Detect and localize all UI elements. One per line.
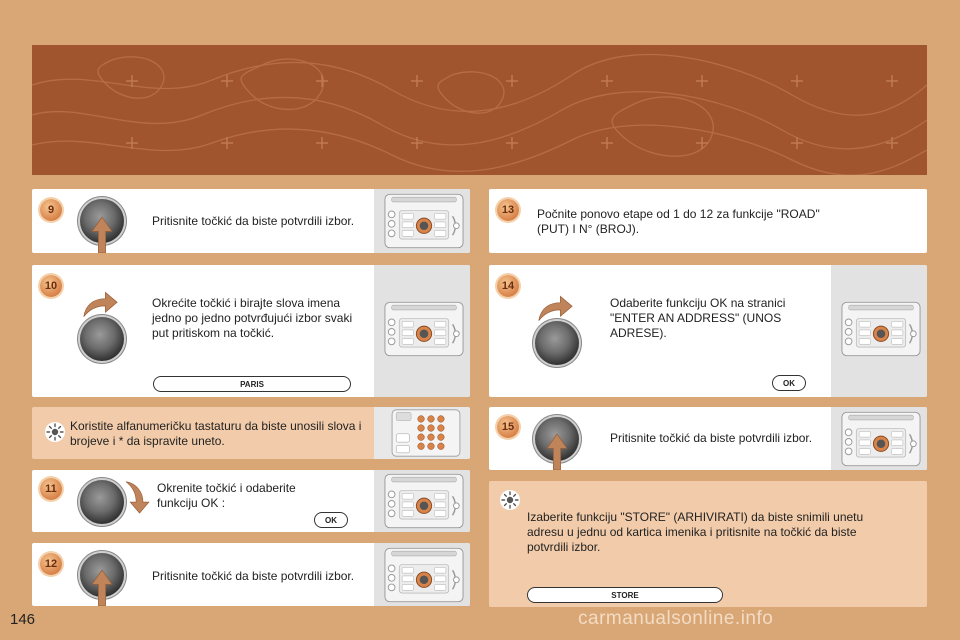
rotary-knob-icon <box>535 321 579 365</box>
step-text: Odaberite funkciju OK na stranici "ENTER AN ADDRESS" (UNOS ADRESE). <box>610 296 786 340</box>
tip-store-card <box>489 481 927 607</box>
radio-unit-icon <box>384 193 464 249</box>
radio-unit-icon <box>384 473 464 529</box>
press-arrow-icon <box>91 570 113 606</box>
step-badge: 10 <box>40 275 62 297</box>
step-badge: 9 <box>40 199 62 221</box>
step-badge: 12 <box>40 553 62 575</box>
step-badge: 11 <box>40 478 62 500</box>
radio-unit-icon <box>384 547 464 603</box>
step-text: Okrećite točkić i birajte slova imena jedno po jedno potvrđujući izbor svaki put pritiskom na točkić. <box>152 296 353 340</box>
tip-text: Koristite alfanumeričku tastaturu da biste unosili slova i brojeve i * da ispravite uneto. <box>70 419 362 448</box>
step-badge: 15 <box>497 416 519 438</box>
step-15-card <box>489 407 927 470</box>
rotary-knob-icon <box>80 480 124 524</box>
tip-lightbulb-icon <box>499 489 521 511</box>
tip-lightbulb-icon <box>44 421 66 443</box>
rotate-arrow-icon <box>537 295 573 323</box>
keypad-icon <box>388 409 464 457</box>
page-number: 146 <box>10 611 36 628</box>
topographic-pattern-icon <box>32 45 927 175</box>
radio-unit-icon <box>841 411 921 467</box>
step-text: Pritisnite točkić da biste potvrdili izbor. <box>610 431 813 445</box>
rotary-knob-icon <box>80 317 124 361</box>
display-pill-ok: OK <box>772 375 806 391</box>
press-arrow-icon <box>546 434 568 470</box>
step-badge: 13 <box>497 199 519 221</box>
display-pill-store: STORE <box>527 587 723 603</box>
topographic-banner <box>32 45 927 175</box>
step-text: Počnite ponovo etape od 1 do 12 za funkcije "ROAD" (PUT) I N° (BROJ). <box>537 207 820 236</box>
tip-keypad-card <box>32 407 470 459</box>
step-9-card <box>32 189 470 253</box>
step-14-card <box>489 265 927 397</box>
step-10-card <box>32 265 470 397</box>
step-12-card <box>32 543 470 606</box>
step-text: Okrenite točkić i odaberite funkciju OK : <box>157 481 296 510</box>
watermark: carmanualsonline.info <box>578 608 774 629</box>
rotate-arrow-icon <box>82 291 118 319</box>
press-arrow-icon <box>91 217 113 253</box>
step-13-card <box>489 189 927 253</box>
display-pill-paris: PARIS <box>153 376 351 392</box>
radio-unit-icon <box>384 301 464 357</box>
step-text: Pritisnite točkić da biste potvrdili izbor. <box>152 569 355 583</box>
rotate-arrow-icon <box>124 480 150 514</box>
tip-text: Izaberite funkciju "STORE" (ARHIVIRATI) da biste snimili unetu adresu u jednu od kartica imenika i pritisnite na točkić da biste potvrdili izbor. <box>527 510 864 554</box>
display-pill-ok: OK <box>314 512 348 528</box>
radio-unit-icon <box>841 301 921 357</box>
step-11-card <box>32 470 470 532</box>
step-badge: 14 <box>497 275 519 297</box>
step-text: Pritisnite točkić da biste potvrdili izbor. <box>152 214 355 228</box>
